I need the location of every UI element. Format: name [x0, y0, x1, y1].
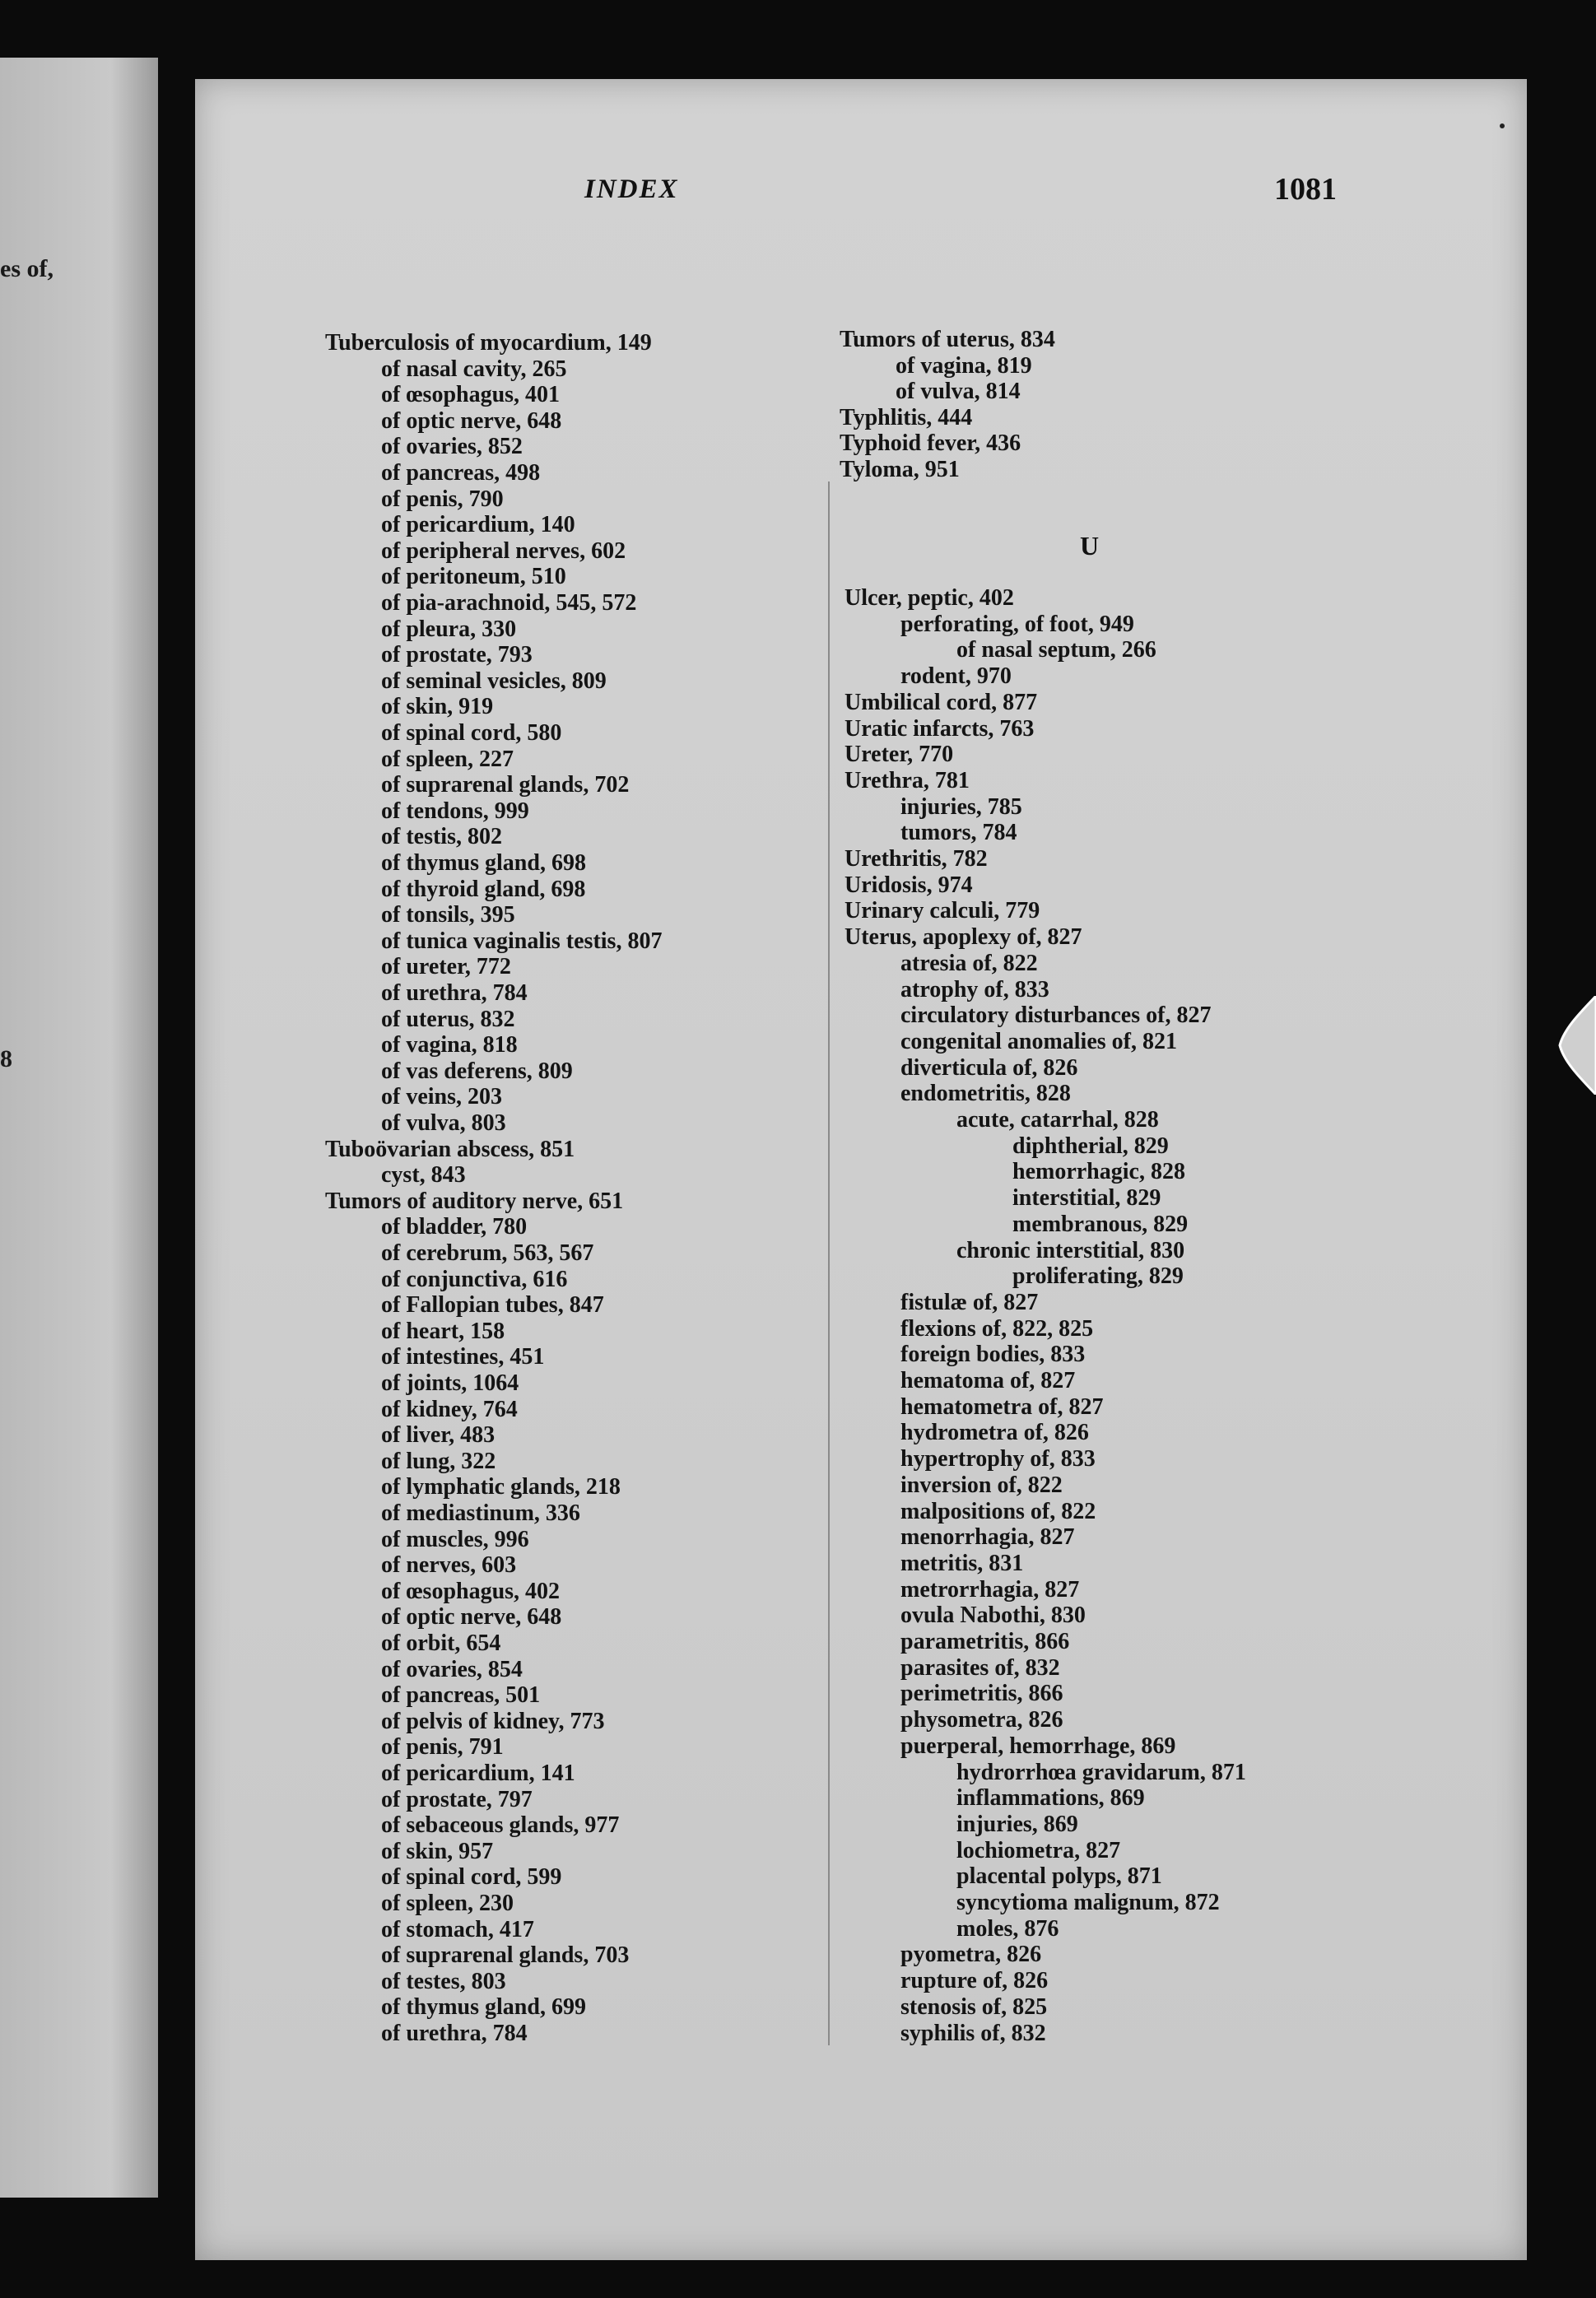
index-entry: membranous, 829 — [1012, 1211, 1189, 1237]
index-entry: of prostate, 793 — [381, 642, 533, 668]
index-entry: of vulva, 814 — [896, 379, 1021, 405]
index-entry: of peritoneum, 510 — [381, 564, 566, 590]
index-entry: circulatory disturbances of, 827 — [900, 1002, 1212, 1029]
index-entry: Umbilical cord, 877 — [845, 689, 1038, 715]
index-entry: Tuboövarian abscess, 851 — [325, 1136, 575, 1162]
index-entry: of œsophagus, 401 — [381, 382, 561, 408]
index-entry: of orbit, 654 — [381, 1630, 501, 1656]
index-entry: parametritis, 866 — [900, 1629, 1070, 1654]
index-entry: of joints, 1064 — [381, 1370, 519, 1396]
index-entry: of optic nerve, 648 — [381, 407, 562, 434]
index-entry: Uterus, apoplexy of, 827 — [845, 924, 1082, 951]
index-entry: of ovaries, 852 — [381, 434, 523, 460]
index-entry: hydrometra of, 826 — [900, 1420, 1089, 1446]
index-entry: congenital anomalies of, 821 — [900, 1028, 1177, 1054]
index-entry: of mediastinum, 336 — [381, 1500, 580, 1526]
index-entry: inversion of, 822 — [900, 1472, 1063, 1498]
section-letter-heading: U — [1080, 531, 1100, 561]
index-entry: of sebaceous glands, 977 — [381, 1812, 620, 1839]
index-entry: of pelvis of kidney, 773 — [381, 1708, 605, 1734]
index-entry: parasites of, 832 — [900, 1654, 1060, 1681]
index-entry: of spleen, 230 — [381, 1891, 514, 1916]
index-entry: atrophy of, 833 — [900, 976, 1049, 1002]
index-entry: diphtherial, 829 — [1012, 1133, 1169, 1159]
index-entry: chronic interstitial, 830 — [956, 1237, 1185, 1263]
index-entry: of liver, 483 — [381, 1422, 496, 1449]
index-entry: of conjunctiva, 616 — [381, 1266, 568, 1292]
index-entry: of pancreas, 498 — [381, 460, 541, 486]
index-entry: of pancreas, 501 — [381, 1682, 541, 1709]
index-entry: of pericardium, 141 — [381, 1761, 575, 1786]
index-entry: Urinary calculi, 779 — [845, 898, 1040, 924]
index-entry: of nasal septum, 266 — [956, 637, 1156, 663]
index-entry: cyst, 843 — [381, 1162, 466, 1189]
index-entry: of heart, 158 — [381, 1318, 505, 1344]
index-entry: Tuberculosis of myocardium, 149 — [325, 330, 652, 356]
index-entry: of testis, 802 — [381, 824, 502, 850]
index-entry: of nerves, 603 — [381, 1552, 517, 1579]
index-entry: metrorrhagia, 827 — [900, 1576, 1080, 1603]
index-entry: inflammations, 869 — [956, 1785, 1145, 1812]
index-entry: syphilis of, 832 — [900, 2020, 1046, 2046]
index-entry: of thymus gland, 699 — [381, 1994, 586, 2021]
index-entry: fistulæ of, 827 — [900, 1289, 1039, 1315]
index-entry: stenosis of, 825 — [900, 1993, 1048, 2020]
index-entry: of optic nerve, 648 — [381, 1604, 562, 1630]
index-entry: tumors, 784 — [900, 820, 1017, 846]
index-entry: of ureter, 772 — [381, 954, 511, 980]
index-entry: ovula Nabothi, 830 — [900, 1603, 1086, 1629]
index-entry: of skin, 957 — [381, 1838, 494, 1864]
index-entry: hematoma of, 827 — [900, 1368, 1076, 1393]
index-entry: of spleen, 227 — [381, 746, 514, 772]
previous-page-text-fragment: es of, — [0, 255, 54, 282]
index-entry: perforating, of foot, 949 — [900, 611, 1134, 637]
index-entry: moles, 876 — [956, 1915, 1059, 1942]
index-entry: interstitial, 829 — [1012, 1185, 1161, 1212]
page-speck — [1500, 123, 1505, 128]
index-entry: of bladder, 780 — [381, 1214, 528, 1240]
index-entry: Tyloma, 951 — [840, 457, 960, 482]
index-entry: of urethra, 784 — [381, 2021, 528, 2046]
page-clip-shape — [1547, 996, 1596, 1095]
index-entry: of peripheral nerves, 602 — [381, 537, 626, 564]
index-entry: Typhoid fever, 436 — [840, 430, 1021, 457]
page-number: 1081 — [1274, 172, 1337, 207]
index-entry: of vagina, 818 — [381, 1032, 518, 1058]
index-entry: hematometra of, 827 — [900, 1393, 1104, 1420]
index-entry: placental polyps, 871 — [956, 1863, 1162, 1890]
index-entry: Tumors of uterus, 834 — [840, 327, 1055, 352]
index-entry: of pleura, 330 — [381, 616, 517, 642]
index-entry: of Fallopian tubes, 847 — [381, 1292, 604, 1319]
index-entry: of lymphatic glands, 218 — [381, 1474, 621, 1500]
index-entry: of thyroid gland, 698 — [381, 876, 586, 902]
index-entry: of spinal cord, 599 — [381, 1864, 562, 1891]
index-entry: of penis, 791 — [381, 1734, 504, 1761]
index-entry: of pericardium, 140 — [381, 512, 575, 538]
column-divider — [828, 481, 830, 2045]
index-entry: of suprarenal glands, 703 — [381, 1942, 630, 1969]
index-entry: malpositions of, 822 — [900, 1498, 1096, 1524]
index-entry: of tendons, 999 — [381, 798, 529, 824]
index-entry: of muscles, 996 — [381, 1526, 529, 1552]
index-entry: Typhlitis, 444 — [840, 404, 973, 430]
index-entry: hydrorrhœa gravidarum, 871 — [956, 1759, 1246, 1785]
index-entry: of tunica vaginalis testis, 807 — [381, 928, 663, 954]
previous-page-edge — [0, 58, 158, 2198]
index-entry: hemorrhagic, 828 — [1012, 1159, 1185, 1185]
index-entry: of lung, 322 — [381, 1448, 496, 1474]
index-entry: Uridosis, 974 — [845, 872, 973, 898]
index-entry: of penis, 790 — [381, 486, 504, 512]
index-entry: proliferating, 829 — [1012, 1263, 1184, 1290]
index-entry: rodent, 970 — [900, 663, 1012, 690]
index-entry: of kidney, 764 — [381, 1396, 518, 1422]
previous-page-text-fragment: 8 — [0, 1045, 12, 1072]
index-entry: injuries, 785 — [900, 793, 1022, 820]
index-entry: endometritis, 828 — [900, 1081, 1071, 1107]
index-entry: foreign bodies, 833 — [900, 1342, 1086, 1368]
index-entry: of suprarenal glands, 702 — [381, 772, 630, 798]
index-entry: of vulva, 803 — [381, 1110, 506, 1136]
index-entry: of nasal cavity, 265 — [381, 356, 567, 382]
index-entry: syncytioma malignum, 872 — [956, 1890, 1220, 1915]
index-entry: atresia of, 822 — [900, 950, 1038, 976]
index-entry: diverticula of, 826 — [900, 1054, 1078, 1081]
index-entry: of thymus gland, 698 — [381, 850, 586, 876]
index-entry: acute, catarrhal, 828 — [956, 1107, 1159, 1133]
index-entry: of testes, 803 — [381, 1968, 506, 1994]
index-entry: Tumors of auditory nerve, 651 — [325, 1188, 624, 1214]
index-entry: Ulcer, peptic, 402 — [845, 585, 1014, 611]
index-entry: Ureter, 770 — [845, 742, 954, 768]
index-entry: of uterus, 832 — [381, 1006, 515, 1032]
index-entry: of intestines, 451 — [381, 1344, 545, 1370]
index-entry: of spinal cord, 580 — [381, 720, 562, 746]
index-entry: puerperal, hemorrhage, 869 — [900, 1733, 1176, 1759]
index-entry: injuries, 869 — [956, 1811, 1078, 1837]
index-entry: rupture of, 826 — [900, 1968, 1049, 1994]
running-head-title: INDEX — [584, 174, 679, 204]
index-entry: of prostate, 797 — [381, 1786, 533, 1812]
index-entry: of seminal vesicles, 809 — [381, 668, 607, 694]
index-entry: of œsophagus, 402 — [381, 1578, 561, 1604]
index-entry: of stomach, 417 — [381, 1916, 534, 1942]
index-entry: menorrhagia, 827 — [900, 1524, 1075, 1551]
index-entry: Urethra, 781 — [845, 767, 970, 793]
index-entry: of vas deferens, 809 — [381, 1058, 573, 1084]
index-entry: Uratic infarcts, 763 — [845, 715, 1035, 742]
index-entry: metritis, 831 — [900, 1550, 1024, 1576]
index-entry: Urethritis, 782 — [845, 846, 988, 872]
index-entry: of urethra, 784 — [381, 980, 528, 1006]
index-entry: of veins, 203 — [381, 1084, 502, 1110]
index-entry: perimetritis, 866 — [900, 1681, 1063, 1707]
index-entry: hypertrophy of, 833 — [900, 1446, 1096, 1472]
index-entry: lochiometra, 827 — [956, 1837, 1121, 1863]
index-entry: of skin, 919 — [381, 694, 494, 720]
index-entry: flexions of, 822, 825 — [900, 1315, 1094, 1342]
index-entry: physometra, 826 — [900, 1707, 1063, 1733]
index-entry: of ovaries, 854 — [381, 1656, 523, 1682]
index-entry: of vagina, 819 — [896, 352, 1032, 379]
index-entry: of tonsils, 395 — [381, 902, 515, 928]
index-entry: of pia-arachnoid, 545, 572 — [381, 590, 637, 616]
index-entry: of cerebrum, 563, 567 — [381, 1240, 594, 1266]
index-entry: pyometra, 826 — [900, 1942, 1042, 1968]
